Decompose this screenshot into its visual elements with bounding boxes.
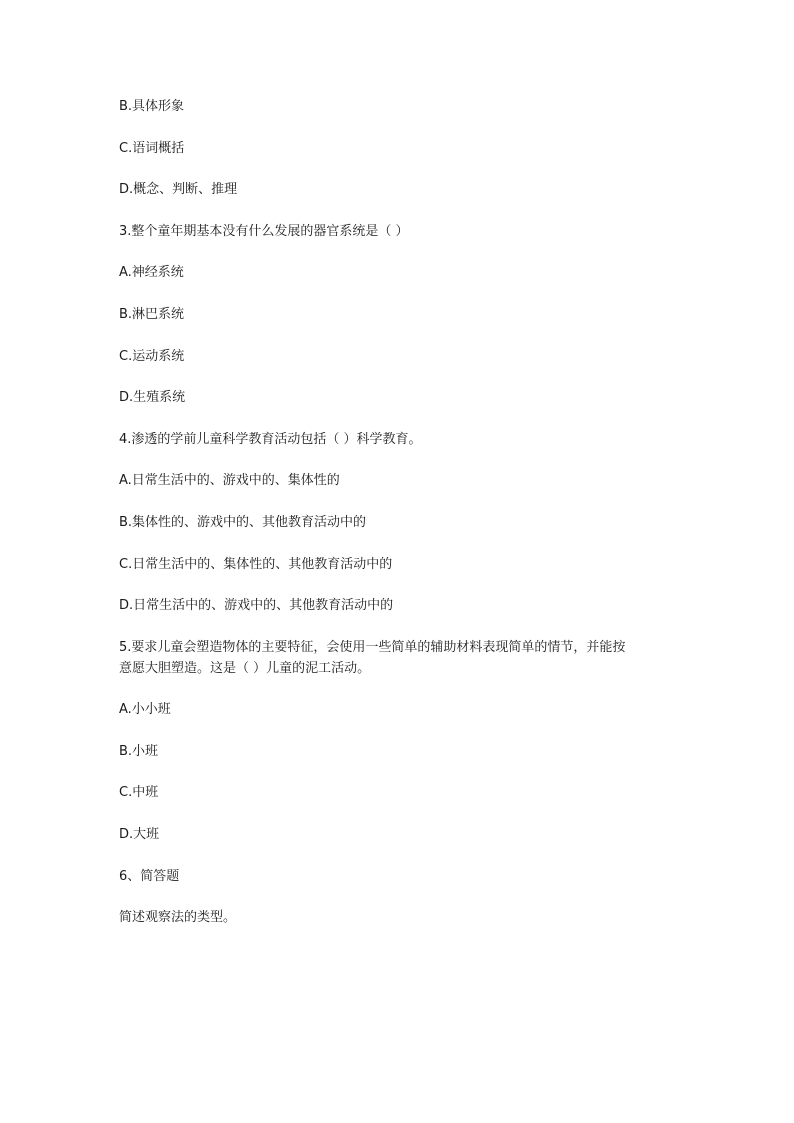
question-3: 3.整个童年期基本没有什么发展的器官系统是（ ） (119, 224, 409, 239)
q5-option-d: D.大班 (119, 827, 160, 842)
q3-option-c: C.运动系统 (119, 349, 185, 364)
question-5-line-1: 5.要求儿童会塑造物体的主要特征，会使用一些简单的辅助材料表现简单的情节，并能按 (119, 640, 626, 655)
q3-option-b: B.淋巴系统 (119, 307, 185, 322)
q2-option-c: C.语词概括 (119, 141, 185, 156)
q4-option-c: C.日常生活中的、集体性的、其他教育活动中的 (119, 557, 393, 572)
section-heading-short-answer: 6、简答题 (119, 869, 180, 884)
q2-option-b: B.具体形象 (119, 99, 185, 114)
q4-option-a: A.日常生活中的、游戏中的、集体性的 (119, 473, 340, 488)
q4-option-d: D.日常生活中的、游戏中的、其他教育活动中的 (119, 598, 394, 613)
q5-option-b: B.小班 (119, 744, 159, 759)
q3-option-a: A.神经系统 (119, 265, 184, 280)
q4-option-b: B.集体性的、游戏中的、其他教育活动中的 (119, 515, 367, 530)
q5-option-a: A.小小班 (119, 702, 171, 717)
q2-option-d: D.概念、判断、推理 (119, 182, 238, 197)
short-answer-question: 简述观察法的类型。 (119, 910, 237, 925)
question-4: 4.渗透的学前儿童科学教育活动包括（ ）科学教育。 (119, 432, 422, 447)
q3-option-d: D.生殖系统 (119, 390, 186, 405)
q5-option-c: C.中班 (119, 785, 159, 800)
question-5-line-2: 意愿大胆塑造。这是（ ）儿童的泥工活动。 (119, 661, 371, 676)
